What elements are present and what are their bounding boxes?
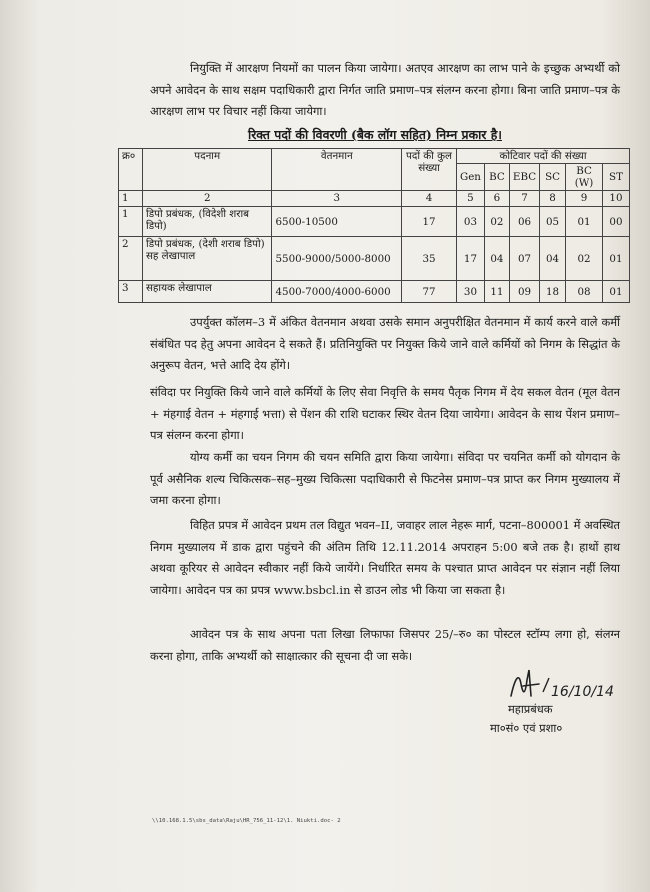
row-sno: 2 [119,237,143,281]
row-post: डिपो प्रबंधक, (विदेशी शराब डिपो) [142,207,272,237]
row-sc: 04 [540,237,566,281]
row-bcw: 08 [566,281,603,303]
file-path-footer: \\10.168.1.5\sbs_data\Raju\HR_756_11-12\1. Niukti.doc- 2 [152,818,341,824]
row-st: 00 [602,207,629,237]
row-sno: 3 [119,281,143,303]
row-bc: 11 [484,281,509,303]
header-post: पदनाम [142,149,272,191]
column-number-row [119,191,630,207]
row-st: 01 [602,237,629,281]
row-post: डिपो प्रबंधक, (देशी शराब डिपो) सह लेखापाल [142,237,272,281]
header-bc: BC [484,164,509,191]
row-sc: 05 [540,207,566,237]
selection-paragraph: योग्य कर्मी का चयन निगम की चयन समिति द्वारा किया जायेगा। संविदा पर चयनित कर्मी को योगदान के पूर्व असैनिक शल्य चिकित्सक–सह–मुख्य चिकित्सा पदाधिकारी से फिटनेस प्रमाण–पत्र प्राप्त कर निगम मुख्यालय में जमा करना होगा। [150,450,621,507]
signature-date: 16/10/14 [551,684,614,700]
row-gen: 17 [456,237,484,281]
table-row [119,237,630,281]
col-number: 2 [142,191,272,207]
row-sno: 1 [119,207,143,237]
col-number: 3 [272,191,402,207]
header-category-group: कोटिवार पदों की संख्या [456,149,629,164]
row-gen: 30 [456,281,484,303]
application-paragraph: विहित प्रपत्र में आवेदन प्रथम तल विद्युत भवन–II, जवाहर लाल नेहरू मार्ग, पटना–800001 में अवस्थित निगम मुख्यालय में डाक द्वारा पहुंचने की अंतिम तिथि 12.11.2014 अपराहन 5:00 बजे तक है। हाथों हाथ अथवा कूरियर से आवेदन स्वीकार नहीं किये जायेंगे। निर्धारित समय के पश्चात प्राप्त आवेदन पर संज्ञान नहीं लिया जायेगा। आवेदन पत्र का प्रपत्र www.bsbcl.in से डाउन लोड भी किया जा सकता है। [150,518,620,597]
col-number: 10 [602,191,629,207]
header-sno: क्र० [119,149,143,191]
header-bcw: BC (W) [566,164,603,191]
row-bc: 04 [484,237,509,281]
office-name: मा०सं० एवं प्रशा० [490,721,563,735]
contract-pay-paragraph: संविदा पर नियुक्ति किये जाने वाले कर्मियों के लिए सेवा निवृत्ति के समय पैतृक निगम में देय सकल वेतन (मूल वेतन + मंहगाई वेतन + मंहगाई भत्ता) से पेंशन की राशि घटाकर स्थिर वेतन दिया जायेगा। आवेदन के साथ पेंशन प्रमाण–पत्र संलग्न करना होगा। [150,385,620,442]
vacancy-heading: रिक्त पदों की विवरणी (बैक लॉग सहित) निम्न प्रकार है। [248,127,502,142]
header-gen: Gen [456,164,484,191]
col-number: 7 [509,191,539,207]
table-row [119,281,630,303]
header-ebc: EBC [509,164,539,191]
header-sc: SC [540,164,566,191]
col-number: 6 [484,191,509,207]
row-bc: 02 [484,207,509,237]
col-number: 5 [456,191,484,207]
row-st: 01 [602,281,629,303]
designation: महाप्रबंधक [508,702,553,716]
row-total: 77 [402,281,457,303]
row-ebc: 06 [509,207,539,237]
header-st: ST [602,164,629,191]
row-gen: 03 [456,207,484,237]
col-number: 9 [566,191,603,207]
header-total: पदों की कुल संख्या [402,149,457,191]
col-number: 8 [540,191,566,207]
envelope-paragraph: आवेदन पत्र के साथ अपना पता लिखा लिफाफा जिसपर 25/–रु० का पोस्टल स्टॉम्प लगा हो, संलग्न करना होगा, ताकि अभ्यर्थी को साक्षात्कार की सूचना दी जा सके। [150,627,620,663]
row-pay: 6500-10500 [272,207,402,237]
row-pay: 4500-7000/4000-6000 [272,281,402,303]
col-number: 1 [119,191,143,207]
table-row [119,207,630,237]
row-ebc: 09 [509,281,539,303]
signature-block [490,700,620,738]
vacancy-table [118,148,630,303]
header-pay: वेतनमान [272,149,402,191]
row-bcw: 02 [566,237,603,281]
col-number: 4 [402,191,457,207]
row-bcw: 01 [566,207,603,237]
row-pay: 5500-9000/5000-8000 [272,237,402,281]
row-total: 17 [402,207,457,237]
pay-scale-paragraph: उपर्युक्त कॉलम–3 में अंकित वेतनमान अथवा उसके समान अनुपरीक्षित वेतनमान में कार्य करने वाले कर्मी संबंधित पद हेतु अपना आवेदन दे सकते हैं। प्रतिनियुक्ति पर नियुक्त किये जाने वाले कर्मियों को निगम के सिद्धांत के अनुरूप वेतन, भत्ते आदि देय होंगे। [150,315,620,372]
row-ebc: 07 [509,237,539,281]
row-post: सहायक लेखापाल [142,281,272,303]
row-sc: 18 [540,281,566,303]
row-total: 35 [402,237,457,281]
table-header-row [119,149,630,164]
reservation-paragraph: नियुक्ति में आरक्षण नियमों का पालन किया जायेगा। अतएव आरक्षण का लाभ पाने के इच्छुक अभ्यर्थी को अपने आवेदन के साथ सक्षम पदाधिकारी द्वारा निर्गत जाति प्रमाण–पत्र संलग्न करना होगा। बिना जाति प्रमाण–पत्र के आरक्षण लाभ पर विचार नहीं किया जायेगा। [150,61,620,118]
